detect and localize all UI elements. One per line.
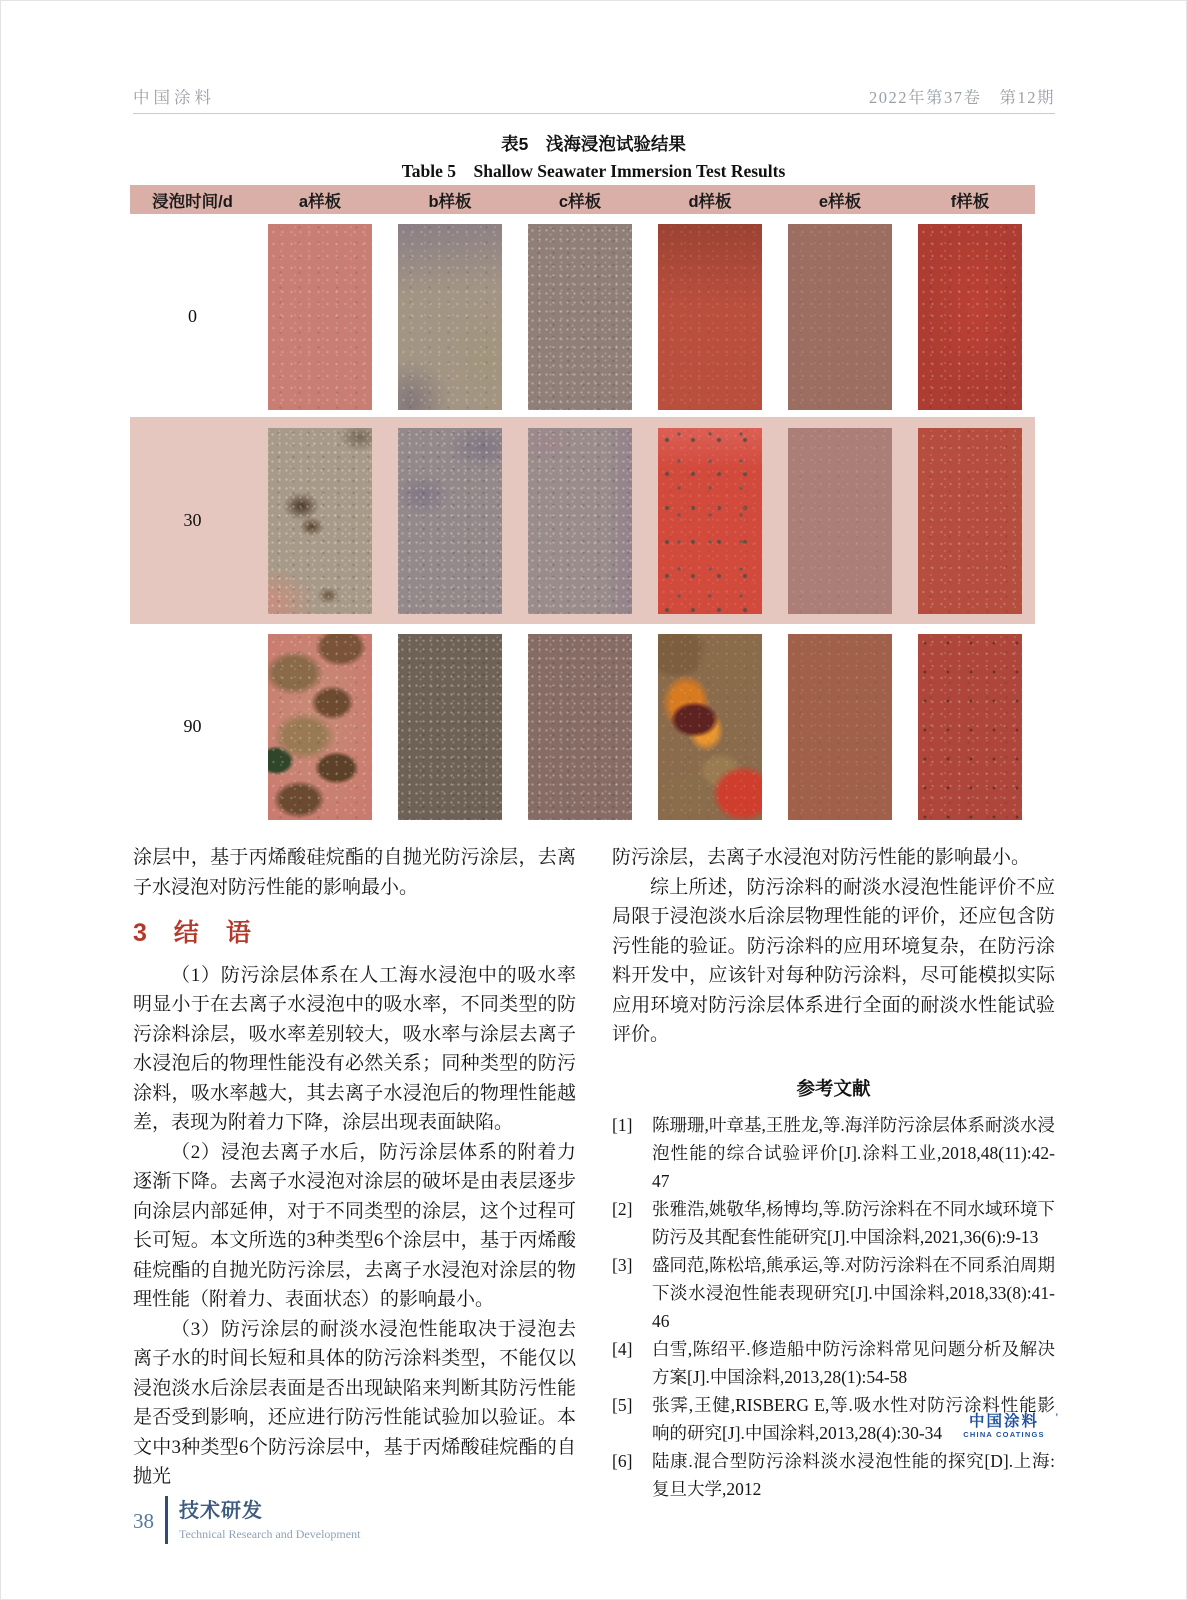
section-heading-conclusion: 3 结 语: [133, 919, 252, 947]
sample-photo-e-day90: [788, 634, 892, 820]
summary-paragraph: 综上所述，防污涂料的耐淡水浸泡性能评价不应局限于浸泡淡水后涂层物理性能的评价，还应包含防污性能的验证。防污涂料的应用环境复杂，在防污涂料开发中，应该针对每种防污涂料，尽可能模拟实际应用环境对防污涂层体系进行全面的耐淡水性能试验评价。: [612, 876, 1055, 1045]
reference-number: [6]: [612, 1451, 633, 1471]
conclusion-point-2: （2）浸泡去离子水后，防污涂层体系的附着力逐渐下降。去离子水浸泡对涂层的破坏是由表层逐步向涂层内部延伸，对于不同类型的涂层，这个过程可长可短。本文所选的3种类型6个涂层中，基于丙烯酸硅烷酯的自抛光防污涂层，去离子水浸泡对涂层的物理性能（附着力、表面状态）的影响最小。: [133, 1141, 576, 1310]
reference-number: [5]: [612, 1395, 633, 1415]
left-column: [133, 843, 576, 1503]
reference-text: 盛同范,陈松培,熊承运,等.对防污涂料在不同系泊周期下淡水浸泡性能表现研究[J].中国涂料,2018,33(8):41-46: [652, 1255, 1055, 1331]
references-heading: 参考文献: [796, 1077, 871, 1099]
page-footer: [133, 1496, 360, 1544]
table-header-row: [130, 185, 1035, 214]
sample-photo-c-day0: [528, 224, 632, 410]
col-header-e: e样板: [818, 192, 862, 211]
col-header-b: b样板: [428, 192, 472, 211]
reference-number: [4]: [612, 1339, 633, 1359]
time-label-90: 90: [183, 716, 202, 736]
col-header-c: c样板: [558, 192, 602, 211]
sample-photo-a-day30: [268, 428, 372, 614]
table-title-en: Table 5 Shallow Seawater Immersion Test Results: [401, 161, 786, 181]
sample-photo-e-day30: [788, 428, 892, 614]
logo-text-en: CHINA COATINGS: [963, 1430, 1045, 1439]
paragraph-continued: 涂层中，基于丙烯酸硅烷酯的自抛光防污涂层，去离子水浸泡对防污性能的影响最小。: [133, 847, 576, 898]
sample-photo-c-day90: [528, 634, 632, 820]
article-body: [133, 843, 1055, 1503]
sample-photo-b-day0: [398, 224, 502, 410]
reference-text: 陈珊珊,叶章基,王胜龙,等.海洋防污涂层体系耐淡水浸泡性能的综合试验评价[J].涂料工业,2018,48(11):42-47: [652, 1115, 1055, 1191]
sample-photo-b-day30: [398, 428, 502, 614]
time-label-30: 30: [183, 510, 202, 530]
reference-text: 张霁,王健,RISBERG E,等.吸水性对防污涂料性能影响的研究[J].中国涂料,2013,28(4):30-34: [652, 1395, 1055, 1443]
running-head: [133, 84, 1055, 108]
reference-number: [1]: [612, 1115, 633, 1135]
table-title-zh: 表5 浅海浸泡试验结果: [501, 134, 686, 154]
footer-section-en: Technical Research and Development: [179, 1526, 361, 1541]
conclusion-point-1: （1）防污涂层体系在人工海水浸泡中的吸水率明显小于在去离子水浸泡中的吸水率，不同类型的防污涂料涂层，吸水率差别较大，吸水率与涂层去离子水浸泡后的物理性能没有必然关系；同种类型的防污涂料，吸水率越大，其去离子水浸泡后的物理性能越差，表现为附着力下降，涂层出现表面缺陷。: [133, 964, 576, 1133]
reference-item: [612, 1251, 1055, 1335]
col-header-a: a样板: [298, 192, 342, 211]
sample-photo-f-day90: [918, 634, 1022, 820]
page-number: 38: [133, 1509, 154, 1533]
china-coatings-logo: [954, 1412, 1060, 1440]
reference-item: [612, 1111, 1055, 1195]
paragraph-continued-right: 防污涂层，去离子水浸泡对防污性能的影响最小。: [612, 847, 1031, 868]
sample-photo-d-day90: [658, 634, 762, 820]
col-header-time: 浸泡时间/d: [152, 192, 233, 211]
reference-text: 白雪,陈绍平.修造船中防污涂料常见问题分析及解决方案[J].中国涂料,2013,28(1):54-58: [652, 1339, 1055, 1387]
sample-photo-a-day90: [268, 634, 372, 820]
reference-item: [612, 1195, 1055, 1251]
time-label-0: 0: [188, 306, 197, 326]
reference-item: [612, 1335, 1055, 1391]
footer-section-zh: 技术研发: [179, 1499, 263, 1522]
reference-number: [2]: [612, 1199, 633, 1219]
table-row-day30: [130, 417, 1035, 624]
sample-photo-e-day0: [788, 224, 892, 410]
logo-trademark-tick: ’: [1055, 1412, 1060, 1422]
immersion-results-table: [130, 185, 1035, 827]
sample-photo-c-day30: [528, 428, 632, 614]
logo-text-zh: 中国涂料 ’: [954, 1413, 1054, 1430]
sample-photo-f-day0: [918, 224, 1022, 410]
table-row-day0: [130, 216, 1035, 417]
right-column: [612, 843, 1055, 1503]
table-row-day90: [130, 626, 1035, 827]
reference-text: 张雅浩,姚敬华,杨博均,等.防污涂料在不同水域环境下防污及其配套性能研究[J].中国涂料,2021,36(6):9-13: [652, 1199, 1055, 1247]
conclusion-point-3: （3）防污涂层的耐淡水浸泡性能取决于浸泡去离子水的时间长短和具体的防污涂料类型，不能仅以浸泡淡水后涂层表面是否出现缺陷来判断其防污性能是否受到影响，还应进行防污性能试验加以验证。本文中3种类型6个防污涂层中，基于丙烯酸硅烷酯的自抛光: [133, 1318, 576, 1487]
header-rule: [133, 113, 1055, 114]
footer-section-labels: [179, 1499, 360, 1542]
reference-text: 陆康.混合型防污涂料淡水浸泡性能的探究[D].上海:复旦大学,2012: [652, 1451, 1055, 1499]
issue-info: 2022年第37卷 第12期: [869, 88, 1055, 107]
sample-photo-b-day90: [398, 634, 502, 820]
col-header-d: d样板: [688, 192, 732, 211]
sample-photo-d-day30: [658, 428, 762, 614]
sample-photo-a-day0: [268, 224, 372, 410]
sample-photo-f-day30: [918, 428, 1022, 614]
col-header-f: f样板: [950, 192, 990, 211]
sample-photo-d-day0: [658, 224, 762, 410]
journal-name: 中国涂料: [133, 88, 215, 107]
footer-divider-bar: [165, 1496, 168, 1544]
reference-number: [3]: [612, 1255, 633, 1275]
reference-item: [612, 1447, 1055, 1503]
